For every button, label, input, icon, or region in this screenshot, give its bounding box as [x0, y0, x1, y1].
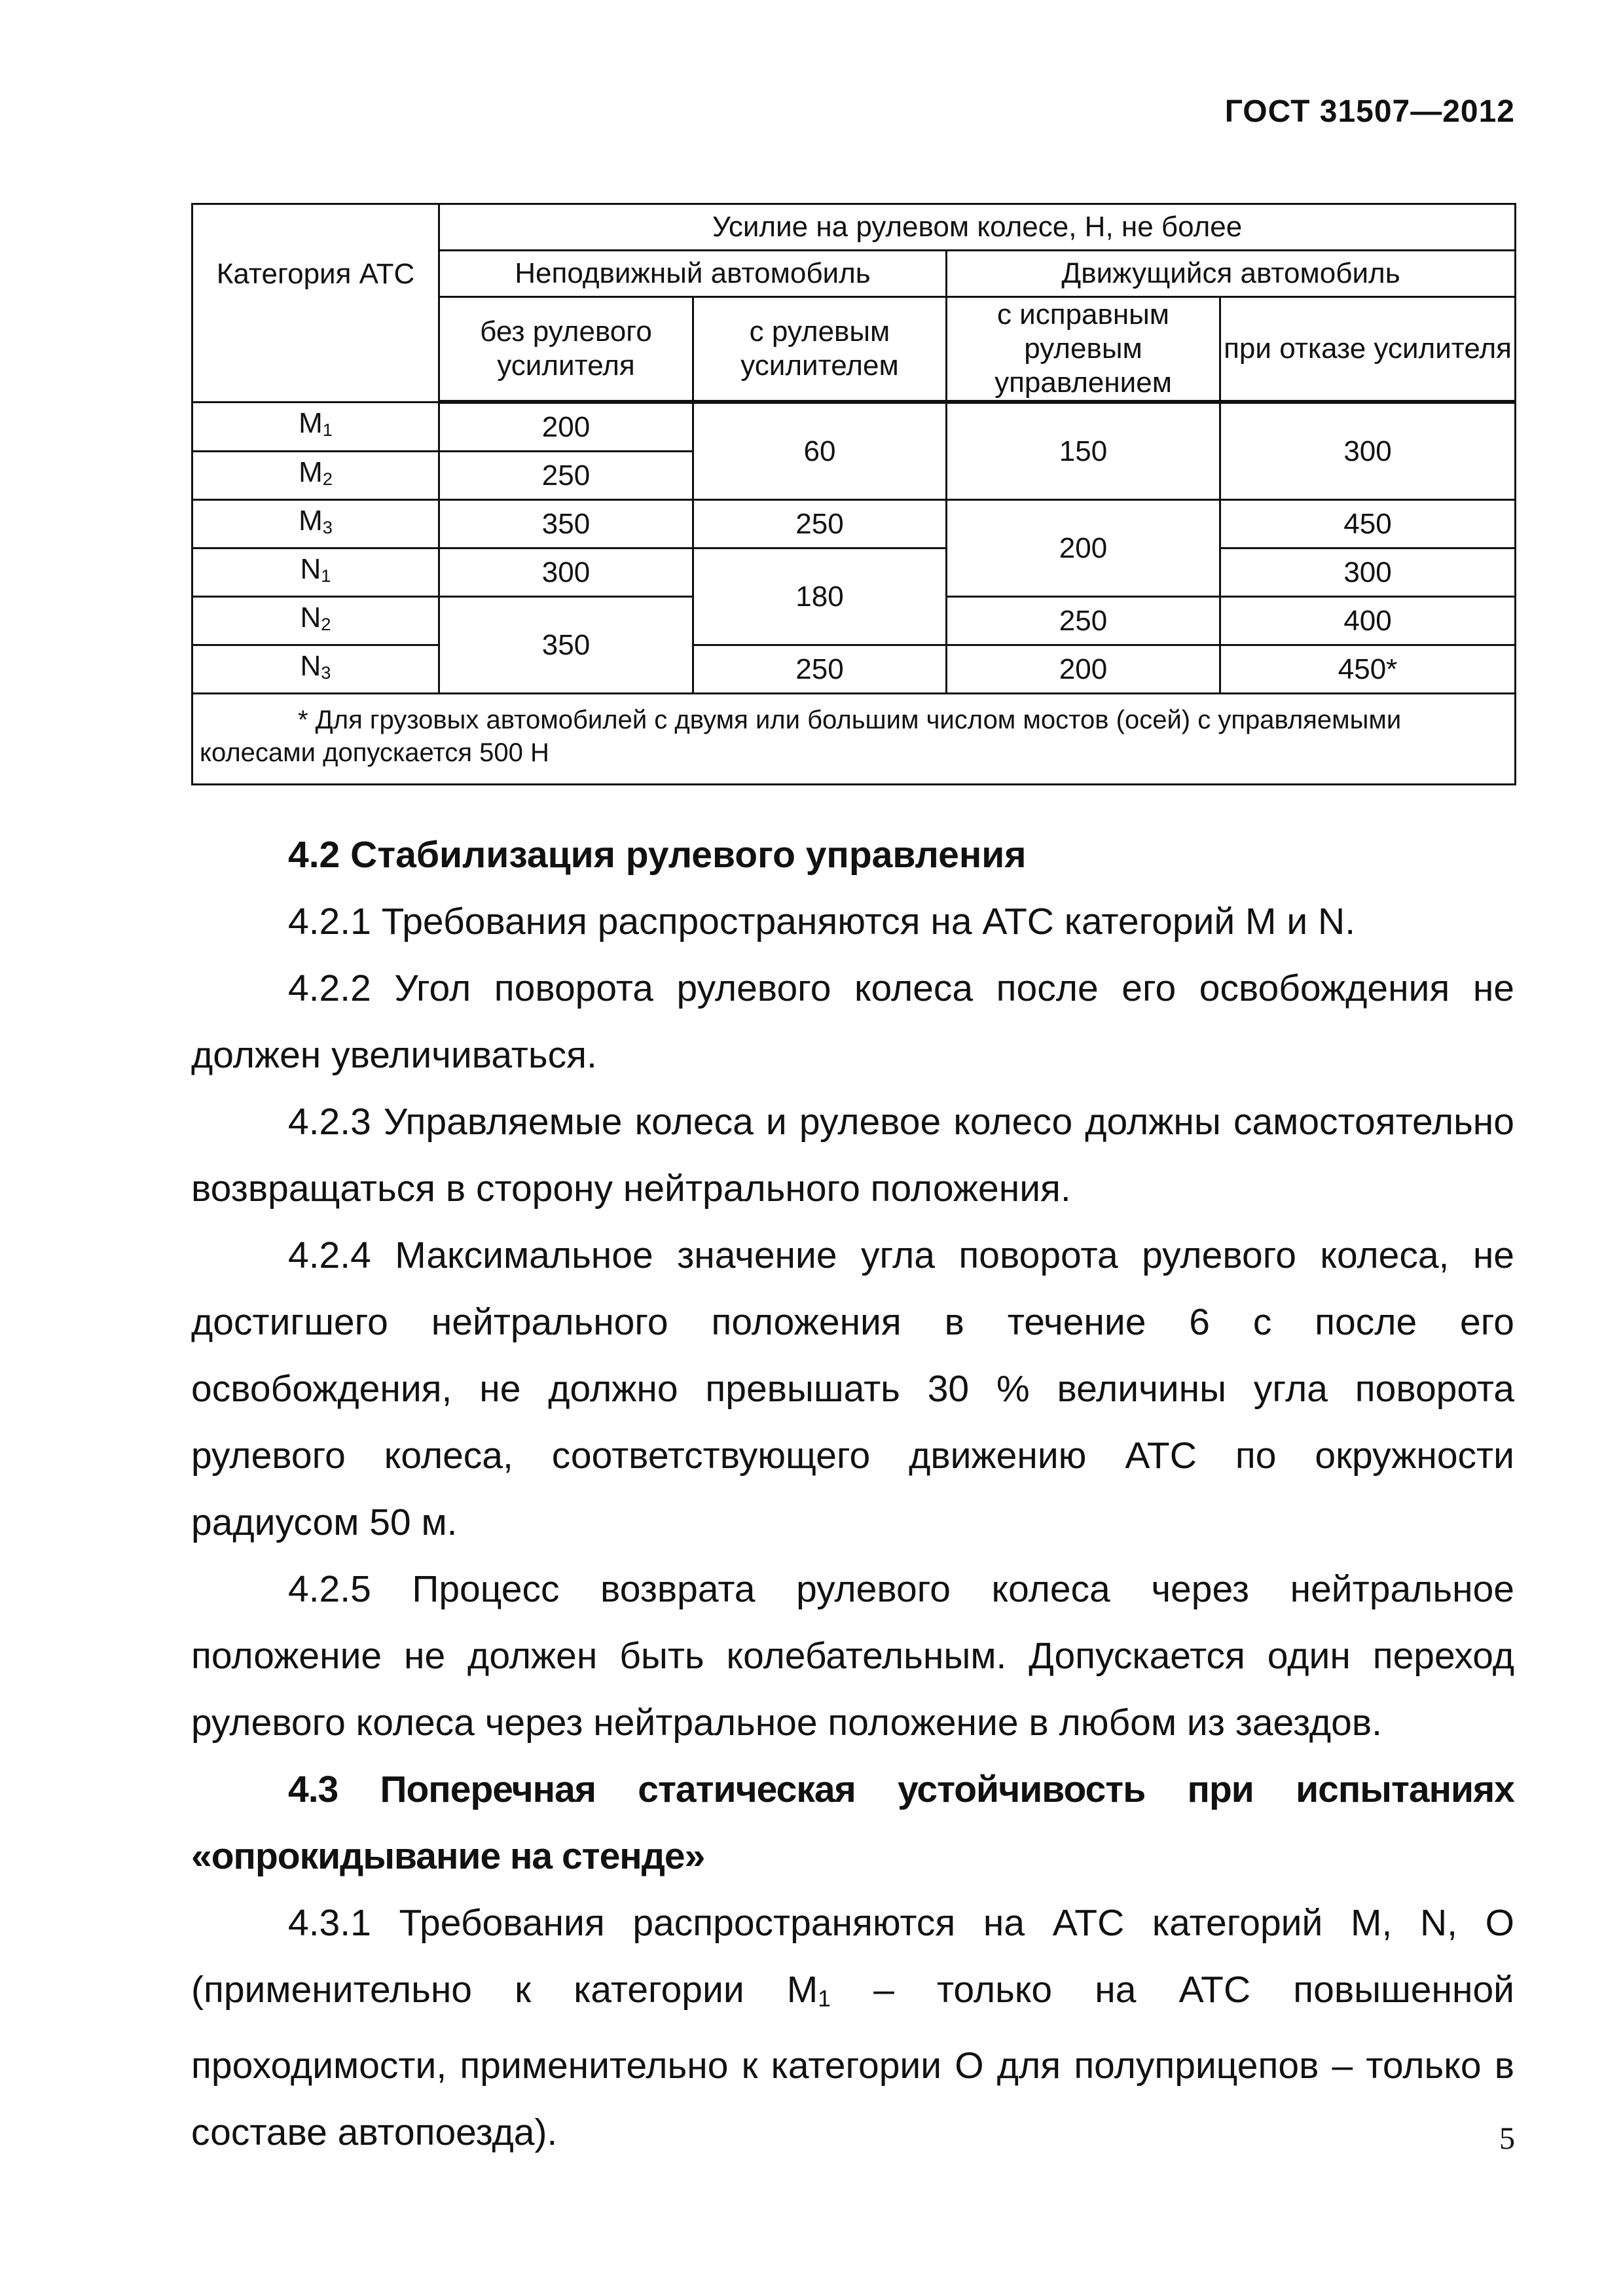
force-header: Усилие на рулевом колесе, Н, не более: [439, 204, 1516, 251]
table-cell: 200: [947, 500, 1220, 597]
section-heading-4-2: 4.2 Стабилизация рулевого управления: [288, 834, 1027, 876]
good-steering-header: с исправным рулевым управлением: [947, 297, 1220, 403]
category-n1: $N_1$: [192, 548, 439, 597]
body-text: [191, 821, 1514, 2166]
paragraph-4-2-1: 4.2.1 Требования распространяются на АТС категорий М и N.: [288, 901, 1356, 942]
category-header: Категория АТС: [192, 204, 439, 403]
table-cell: 250: [947, 597, 1220, 645]
paragraph-4-2-4: 4.2.4 Максимальное значение угла поворота рулевого колеса, не достигшего нейтрального положения в течение 6 с после его освобождения, не должно превышать 30 % величины угла поворота рулевого колеса, соответствующего движению АТС по окружности радиусом 50 м.: [191, 1234, 1514, 1543]
table-cell: 250: [693, 500, 947, 548]
table-row: [192, 402, 1516, 452]
section-heading-4-3: 4.3 Поперечная статическая устойчивость при испытаниях «опрокидывание на стенде»: [191, 1768, 1514, 1877]
table-cell: 350: [439, 597, 693, 694]
table-cell: 300: [1220, 548, 1516, 597]
stationary-group-header: Неподвижный автомобиль: [439, 251, 947, 297]
category-n2: $N_2$: [192, 597, 439, 645]
steering-force-table: [191, 203, 1516, 785]
table-cell: 350: [439, 500, 693, 548]
table-cell: 200: [439, 402, 693, 452]
document-code: ГОСТ 31507—2012: [1224, 94, 1515, 129]
table-cell: 450: [1220, 500, 1516, 548]
table-row: [192, 500, 1516, 548]
no-booster-header: без рулевого усилителя: [439, 297, 693, 403]
category-m3: $M_3$: [192, 500, 439, 548]
table-cell: 150: [947, 402, 1220, 500]
page-number: 5: [1499, 2121, 1515, 2156]
table-cell: 400: [1220, 597, 1516, 645]
paragraph-4-2-2: 4.2.2 Угол поворота рулевого колеса после его освобождения не должен увеличиваться.: [191, 967, 1514, 1076]
moving-group-header: Движущийся автомобиль: [947, 251, 1516, 297]
booster-failure-header: при отказе усилителя: [1220, 297, 1516, 403]
table-cell: 300: [1220, 402, 1516, 500]
table-cell: 250: [439, 452, 693, 500]
paragraph-4-2-3: 4.2.3 Управляемые колеса и рулевое колесо должны самостоятельно возвращаться в сторону нейтрального положения.: [191, 1101, 1514, 1210]
table-footnote: * Для грузовых автомобилей с двумя или большим числом мостов (осей) с управляемыми колесами допускается 500 Н: [192, 694, 1516, 785]
paragraph-4-3-1: 4.3.1 Требования распространяются на АТС категорий М, N, О (применительно к категории $М_1$ – только на АТС повышенной проходимости, применительно к категории О для полуприцепов – только в составе автопоезда).: [191, 1902, 1515, 2154]
table-cell: 300: [439, 548, 693, 597]
paragraph-4-2-5: 4.2.5 Процесс возврата рулевого колеса через нейтральное положение не должен быть колебательным. Допускается один переход рулевого колеса через нейтральное положение в любом из заездов.: [191, 1568, 1514, 1744]
with-booster-header: с рулевым усилителем: [693, 297, 947, 403]
category-m1: $M_1$: [192, 402, 439, 452]
table-row: [192, 548, 1516, 597]
table-cell: 200: [947, 645, 1220, 694]
table-cell: 180: [693, 548, 947, 645]
category-n3: $N_3$: [192, 645, 439, 694]
table-row: [192, 645, 1516, 694]
table-cell: 60: [693, 402, 947, 500]
table-cell: 450*: [1220, 645, 1516, 694]
table-cell: 250: [693, 645, 947, 694]
category-m2: $M_2$: [192, 452, 439, 500]
